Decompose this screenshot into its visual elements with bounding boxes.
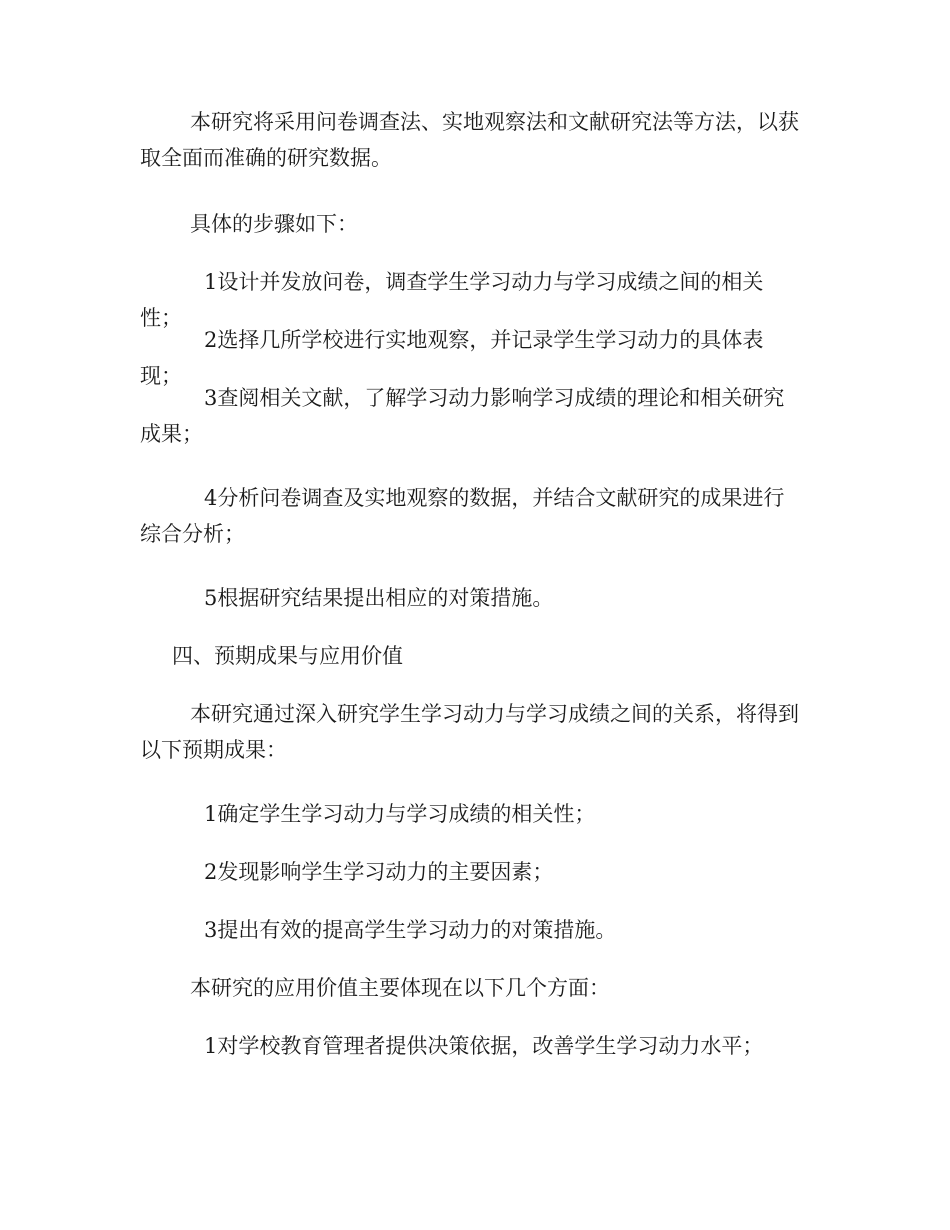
list-item-result-1: 1确定学生学习动力与学习成绩的相关性； [204,802,596,826]
list-item-step-2: 2选择几所学校进行实地观察，并记录学生学习动力的具体表现； [140,328,764,388]
list-item-step-1: 1设计并发放问卷，调查学生学习动力与学习成绩之间的相关性； [140,270,764,330]
list-item-result-3: 3提出有效的提高学生学习动力的对策措施。 [204,918,617,942]
paragraph-methods-intro: 本研究将采用问卷调查法、实地观察法和文献研究法等方法，以获取全面而准确的研究数据。 [140,110,799,170]
list-item-result-2: 2发现影响学生学习动力的主要因素； [204,860,554,884]
list-item-step-5: 5根据研究结果提出相应的对策措施。 [204,586,554,610]
section-heading-expected-results: 四、预期成果与应用价值 [172,644,403,668]
paragraph-results-intro: 本研究通过深入研究学生学习动力与学习成绩之间的关系，将得到以下预期成果： [140,702,799,762]
paragraph-steps-heading: 具体的步骤如下： [190,212,358,236]
list-item-step-4: 4分析问卷调查及实地观察的数据，并结合文献研究的成果进行综合分析； [140,486,785,546]
paragraph-value-intro: 本研究的应用价值主要体现在以下几个方面： [190,976,610,1000]
list-item-value-1: 1对学校教育管理者提供决策依据，改善学生学习动力水平； [204,1034,764,1058]
list-item-step-3: 3查阅相关文献，了解学习动力影响学习成绩的理论和相关研究成果； [140,386,785,446]
